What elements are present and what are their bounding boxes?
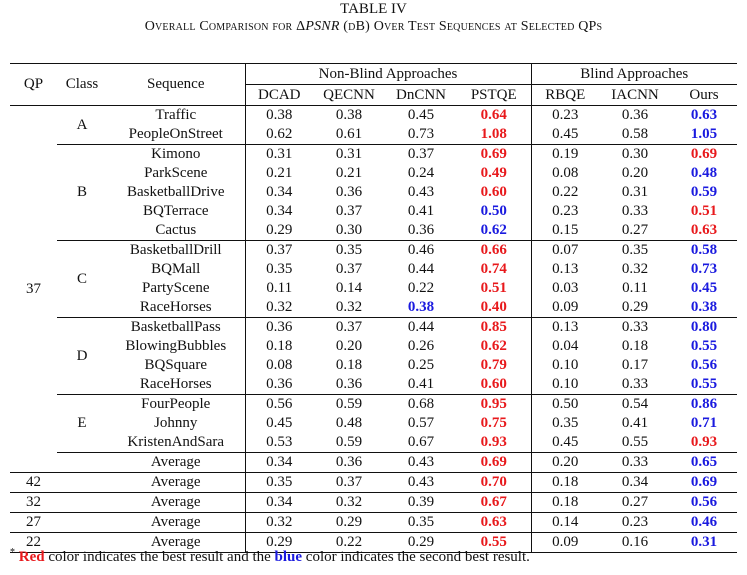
value-cell: 0.48 (690, 165, 718, 181)
value-cell: 0.34 (245, 183, 313, 202)
value-cell: 0.36 (245, 375, 313, 395)
qp-cell: 22 (10, 533, 57, 553)
value-cell: 0.56 (690, 357, 718, 373)
header-class: Class (57, 64, 107, 106)
value-cell: 0.31 (245, 145, 313, 165)
class-cell: C (57, 241, 107, 318)
class-cell-empty (57, 453, 107, 473)
table-body (10, 64, 737, 553)
value-cell: 0.63 (671, 106, 737, 126)
value-cell: 0.32 (335, 299, 363, 315)
value-cell: 0.22 (531, 183, 599, 202)
value-cell: 0.10 (531, 375, 599, 395)
value-cell: 0.36 (335, 184, 363, 200)
value-cell: 0.16 (599, 533, 671, 553)
sequence-cell: BQTerrace (142, 203, 209, 219)
table-row (10, 337, 737, 356)
value-cell: 0.22 (313, 533, 385, 553)
value-cell: 0.45 (531, 433, 599, 453)
header-method-iacnn: IACNN (611, 86, 659, 103)
value-cell: 0.31 (621, 184, 649, 200)
class-cell: A (57, 106, 107, 145)
sequence-cell: BQMall (151, 261, 201, 277)
value-cell: 0.59 (335, 434, 363, 450)
value-cell: 0.59 (690, 184, 718, 200)
value-cell: 0.35 (245, 260, 313, 279)
value-cell: 0.56 (671, 493, 737, 513)
value-cell: 0.43 (385, 453, 457, 473)
value-cell: 0.60 (480, 184, 507, 200)
value-cell: 0.33 (621, 203, 649, 219)
table-row (10, 414, 737, 433)
table-row (10, 260, 737, 279)
class-cell-empty (57, 513, 107, 533)
table-row (10, 241, 737, 261)
footnote-end: color indicates the second best result. (302, 549, 530, 565)
value-cell: 0.14 (531, 513, 599, 533)
value-cell: 0.49 (480, 165, 507, 181)
comparison-table (10, 63, 737, 553)
value-cell: 0.33 (621, 376, 649, 392)
qp-cell: 27 (10, 513, 57, 533)
class-cell: B (57, 145, 107, 241)
value-cell: 0.18 (531, 473, 599, 493)
value-cell: 0.45 (245, 414, 313, 433)
value-cell: 0.69 (671, 473, 737, 493)
value-cell: 0.32 (621, 261, 649, 277)
value-cell: 1.08 (480, 126, 507, 142)
value-cell: 0.93 (480, 434, 507, 450)
header-blind: Blind Approaches (531, 64, 737, 85)
value-cell: 0.67 (457, 493, 531, 513)
value-cell: 0.69 (457, 453, 531, 473)
value-cell: 0.11 (622, 280, 648, 296)
sequence-cell: PeopleOnStreet (128, 126, 223, 142)
value-cell: 0.55 (690, 376, 718, 392)
value-cell: 0.56 (245, 395, 313, 415)
table-row (10, 221, 737, 241)
table-row (10, 125, 737, 145)
class-cell: D (57, 318, 107, 395)
sequence-cell: Average (107, 453, 245, 473)
value-cell: 0.70 (457, 473, 531, 493)
value-cell: 0.32 (245, 298, 313, 318)
value-cell: 0.11 (245, 279, 313, 298)
value-cell: 0.35 (385, 513, 457, 533)
value-cell: 0.21 (335, 165, 363, 181)
value-cell: 0.41 (621, 415, 649, 431)
value-cell: 0.69 (457, 145, 531, 165)
table-row (10, 433, 737, 453)
value-cell: 0.51 (690, 203, 718, 219)
sequence-cell: Average (107, 513, 245, 533)
value-cell: 0.63 (690, 222, 718, 238)
value-cell: 0.38 (407, 299, 435, 315)
value-cell: 0.08 (245, 356, 313, 375)
value-cell: 0.18 (245, 337, 313, 356)
value-cell: 0.21 (245, 164, 313, 183)
value-cell: 1.05 (690, 126, 718, 142)
value-cell: 0.55 (457, 533, 531, 553)
value-cell: 0.29 (621, 299, 649, 315)
table-row (10, 164, 737, 183)
footnote-red-word: Red (18, 549, 45, 565)
sequence-cell: KristenAndSara (127, 434, 225, 450)
sequence-cell: Average (107, 473, 245, 493)
header-qp: QP (10, 64, 57, 106)
header-method-pstqe: PSTQE (470, 86, 517, 103)
value-cell: 0.23 (531, 106, 599, 126)
value-cell: 0.32 (245, 513, 313, 533)
value-cell: 0.29 (245, 221, 313, 241)
value-cell: 0.19 (531, 145, 599, 165)
sequence-cell: BasketballDrill (107, 241, 245, 261)
value-cell: 0.08 (531, 164, 599, 183)
value-cell: 0.37 (245, 241, 313, 261)
value-cell: 0.37 (313, 318, 385, 338)
value-cell: 0.27 (599, 493, 671, 513)
value-cell: 0.58 (671, 241, 737, 261)
footnote-mark: * (10, 547, 15, 558)
value-cell: 0.62 (245, 125, 313, 145)
value-cell: 0.36 (407, 222, 435, 238)
sequence-cell: Kimono (107, 145, 245, 165)
value-cell: 0.31 (671, 533, 737, 553)
value-cell: 0.04 (531, 337, 599, 356)
header-nonblind: Non-Blind Approaches (245, 64, 531, 85)
value-cell: 0.59 (313, 395, 385, 415)
value-cell: 0.37 (335, 203, 363, 219)
value-cell: 0.36 (245, 318, 313, 338)
value-cell: 0.18 (335, 357, 363, 373)
sequence-cell: BasketballDrive (127, 184, 225, 200)
value-cell: 0.37 (313, 473, 385, 493)
sequence-cell: Average (107, 493, 245, 513)
caption-delta: Δ (296, 19, 306, 34)
value-cell: 0.93 (690, 434, 718, 450)
sequence-cell: Johnny (154, 415, 198, 431)
value-cell: 0.29 (245, 533, 313, 553)
value-cell: 0.35 (599, 241, 671, 261)
sequence-cell: PartyScene (142, 280, 210, 296)
value-cell: 0.45 (690, 280, 718, 296)
value-cell: 0.24 (407, 165, 435, 181)
table-row (10, 145, 737, 165)
class-cell-empty (57, 473, 107, 493)
table-row (10, 473, 737, 493)
table-label: TABLE IV (340, 1, 407, 17)
value-cell: 0.18 (531, 493, 599, 513)
value-cell: 0.50 (480, 203, 507, 219)
sequence-cell: FourPeople (107, 395, 245, 415)
value-cell: 0.20 (335, 338, 363, 354)
table-row (10, 202, 737, 221)
value-cell: 0.75 (480, 415, 507, 431)
value-cell: 0.27 (621, 222, 649, 238)
value-cell: 0.68 (385, 395, 457, 415)
value-cell: 0.73 (407, 126, 435, 142)
table-row (10, 453, 737, 473)
value-cell: 0.46 (671, 513, 737, 533)
value-cell: 0.14 (335, 280, 363, 296)
value-cell: 0.46 (385, 241, 457, 261)
value-cell: 0.09 (531, 533, 599, 553)
sequence-cell: Traffic (107, 106, 245, 126)
value-cell: 0.64 (457, 106, 531, 126)
value-cell: 0.48 (335, 415, 363, 431)
value-cell: 0.35 (313, 241, 385, 261)
sequence-cell: RaceHorses (139, 299, 212, 315)
value-cell: 0.38 (245, 106, 313, 126)
sequence-cell: BQSquare (144, 357, 207, 373)
header-sequence: Sequence (107, 64, 245, 106)
table-row (10, 106, 737, 126)
header-method-dcad: DCAD (245, 85, 313, 106)
sequence-cell: Average (107, 533, 245, 553)
value-cell: 0.54 (599, 395, 671, 415)
value-cell: 0.95 (457, 395, 531, 415)
value-cell: 0.51 (480, 280, 507, 296)
footnote-mid: color indicates the best result and the (44, 549, 275, 565)
value-cell: 0.62 (480, 222, 507, 238)
class-cell-empty (57, 493, 107, 513)
caption-unit: (dB) (343, 19, 370, 34)
value-cell: 0.17 (621, 357, 649, 373)
value-cell: 0.37 (385, 145, 457, 165)
table-row (10, 279, 737, 298)
value-cell: 0.65 (671, 453, 737, 473)
caption-metric: PSNR (305, 19, 340, 34)
value-cell: 0.63 (457, 513, 531, 533)
value-cell: 0.67 (407, 434, 435, 450)
table-row (10, 298, 737, 318)
table-caption (0, 18, 747, 36)
value-cell: 0.79 (480, 357, 507, 373)
value-cell: 0.41 (407, 203, 435, 219)
table-row (10, 375, 737, 395)
value-cell: 0.43 (407, 184, 435, 200)
value-cell: 0.30 (335, 222, 363, 238)
value-cell: 0.34 (599, 473, 671, 493)
value-cell: 0.36 (335, 376, 363, 392)
value-cell: 0.44 (407, 261, 435, 277)
value-cell: 0.74 (480, 261, 507, 277)
value-cell: 0.35 (245, 473, 313, 493)
sequence-cell: Cactus (155, 222, 197, 238)
value-cell: 0.34 (245, 453, 313, 473)
sequence-cell: ParkScene (144, 165, 208, 181)
value-cell: 0.35 (531, 414, 599, 433)
value-cell: 0.37 (335, 261, 363, 277)
sequence-cell: RaceHorses (139, 376, 212, 392)
value-cell: 0.58 (621, 126, 649, 142)
value-cell: 0.33 (599, 453, 671, 473)
value-cell: 0.38 (690, 299, 718, 315)
value-cell: 0.07 (531, 241, 599, 261)
value-cell: 0.26 (407, 338, 435, 354)
footnote-blue-word: blue (274, 549, 303, 565)
class-cell: E (57, 395, 107, 453)
table-row (10, 318, 737, 338)
value-cell: 0.22 (407, 280, 435, 296)
value-cell: 0.36 (599, 106, 671, 126)
table-row (10, 395, 737, 415)
qp-cell: 32 (10, 493, 57, 513)
value-cell: 0.44 (385, 318, 457, 338)
value-cell: 0.86 (671, 395, 737, 415)
value-cell: 0.85 (457, 318, 531, 338)
value-cell: 0.45 (531, 125, 599, 145)
value-cell: 0.80 (671, 318, 737, 338)
value-cell: 0.34 (245, 202, 313, 221)
table-row (10, 513, 737, 533)
value-cell: 0.31 (313, 145, 385, 165)
value-cell: 0.55 (621, 434, 649, 450)
value-cell: 0.33 (599, 318, 671, 338)
value-cell: 0.13 (531, 318, 599, 338)
value-cell: 0.29 (313, 513, 385, 533)
qp-cell: 37 (10, 106, 57, 473)
value-cell: 0.13 (531, 260, 599, 279)
value-cell: 0.71 (690, 415, 718, 431)
header-method-dncnn: DnCNN (395, 86, 446, 103)
header-method-rbqe: RBQE (531, 85, 599, 106)
value-cell: 0.39 (385, 493, 457, 513)
table-row (10, 183, 737, 202)
caption-post: Over Test Sequences at Selected QPs (373, 19, 603, 34)
value-cell: 0.30 (599, 145, 671, 165)
value-cell: 0.43 (385, 473, 457, 493)
value-cell: 0.60 (480, 376, 507, 392)
value-cell: 0.23 (531, 202, 599, 221)
value-cell: 0.25 (407, 357, 435, 373)
value-cell: 0.20 (621, 165, 649, 181)
value-cell: 0.57 (407, 415, 435, 431)
value-cell: 0.15 (531, 221, 599, 241)
header-method-qecnn: QECNN (323, 86, 375, 103)
value-cell: 0.18 (621, 338, 649, 354)
value-cell: 0.50 (531, 395, 599, 415)
sequence-cell: BlowingBubbles (125, 338, 227, 354)
value-cell: 0.41 (407, 376, 435, 392)
value-cell: 0.53 (245, 433, 313, 453)
footnote (10, 547, 530, 566)
value-cell: 0.61 (335, 126, 363, 142)
value-cell: 0.32 (313, 493, 385, 513)
value-cell: 0.23 (599, 513, 671, 533)
value-cell: 0.73 (690, 261, 718, 277)
table-row (10, 356, 737, 375)
value-cell: 0.40 (480, 299, 507, 315)
value-cell: 0.36 (313, 453, 385, 473)
value-cell: 0.45 (385, 106, 457, 126)
caption-pre: Overall Comparison for (144, 19, 293, 34)
value-cell: 0.29 (385, 533, 457, 553)
sequence-cell: BasketballPass (107, 318, 245, 338)
value-cell: 0.20 (531, 453, 599, 473)
value-cell: 0.03 (531, 279, 599, 298)
value-cell: 0.10 (531, 356, 599, 375)
table-row (10, 493, 737, 513)
value-cell: 0.38 (313, 106, 385, 126)
value-cell: 0.34 (245, 493, 313, 513)
value-cell: 0.55 (690, 338, 718, 354)
value-cell: 0.62 (480, 338, 507, 354)
value-cell: 0.66 (457, 241, 531, 261)
header-method-ours: Ours (689, 86, 719, 103)
value-cell: 0.09 (531, 298, 599, 318)
qp-cell: 42 (10, 473, 57, 493)
value-cell: 0.69 (671, 145, 737, 165)
